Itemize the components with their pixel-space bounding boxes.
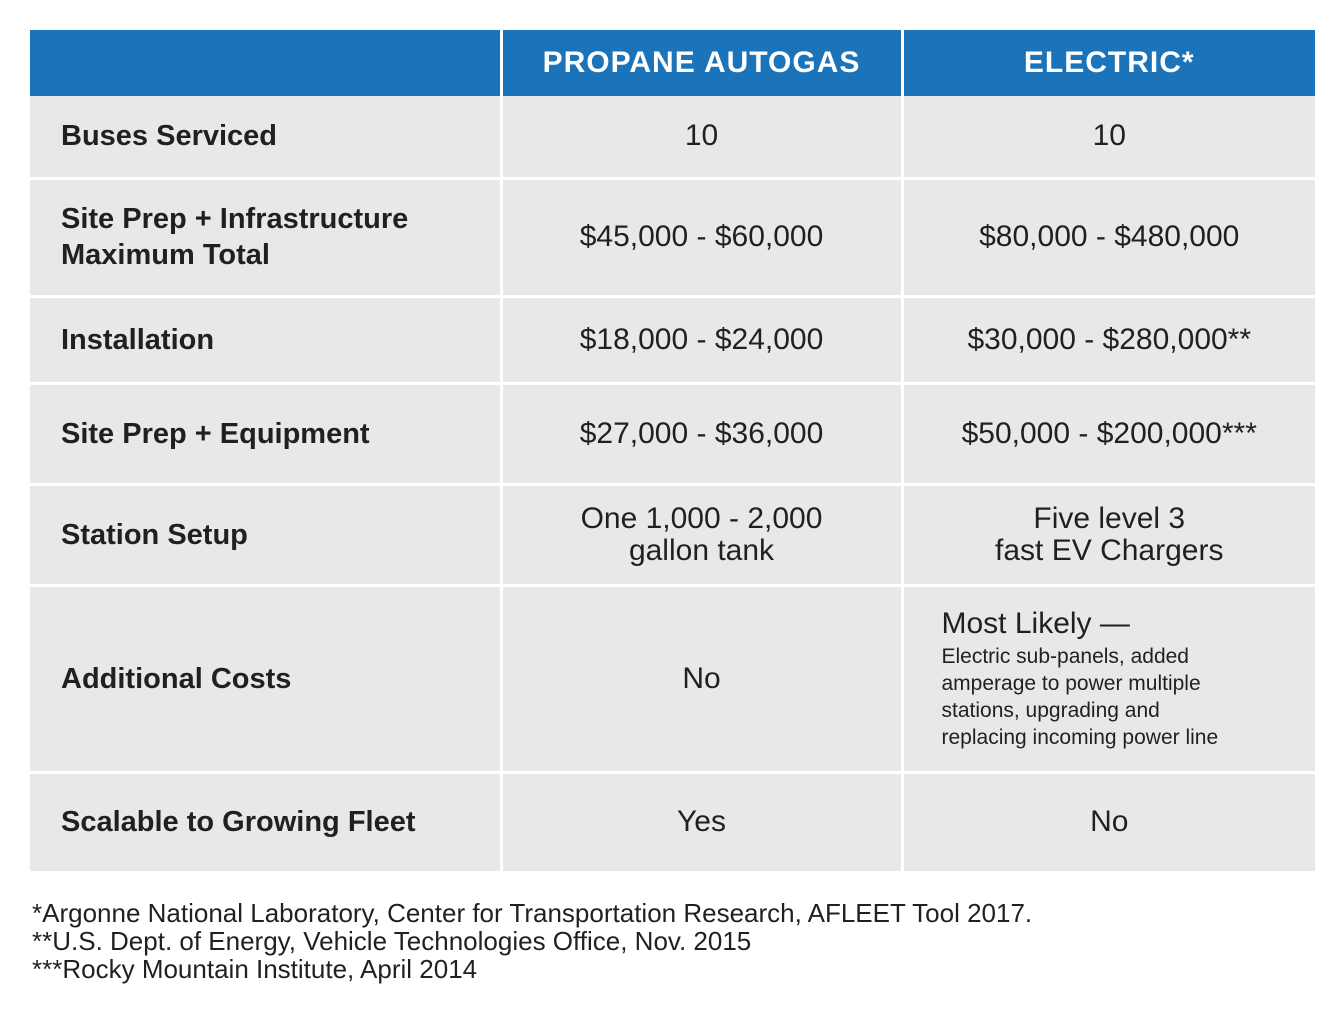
propane-value-line: gallon tank — [628, 533, 775, 567]
propane-value — [501, 585, 902, 772]
additional-costs-detail-line: replacing incoming power line — [941, 725, 1219, 749]
header-propane-autogas: PROPANE AUTOGAS — [501, 30, 902, 96]
header-row — [30, 30, 1315, 96]
most-likely-title: Most Likely — — [941, 606, 1130, 640]
electric-value — [902, 772, 1315, 871]
table-row — [30, 178, 1315, 296]
propane-value-text: Yes — [677, 805, 726, 839]
electric-value — [902, 585, 1315, 772]
electric-value — [902, 96, 1315, 178]
additional-costs-detail-line: amperage to power multiple — [941, 671, 1201, 695]
row-label — [30, 96, 501, 178]
propane-value-text: $18,000 - $24,000 — [579, 322, 824, 356]
table-body — [30, 96, 1315, 871]
row-label-text: Buses Serviced — [61, 120, 278, 153]
propane-value-line: One 1,000 - 2,000 — [580, 501, 823, 535]
propane-value — [501, 296, 902, 383]
footnote-doe: **U.S. Dept. of Energy, Vehicle Technologies Office, Nov. 2015 — [32, 926, 752, 956]
row-label-text: Installation — [61, 323, 215, 356]
electric-value-text: $80,000 - $480,000 — [979, 220, 1240, 253]
footnote-rmi: ***Rocky Mountain Institute, April 2014 — [32, 954, 478, 984]
table-row — [30, 96, 1315, 178]
row-label-line: Maximum Total — [61, 239, 270, 271]
table-row — [30, 772, 1315, 871]
row-label — [30, 296, 501, 383]
table-header — [30, 30, 1315, 96]
electric-value-text: 10 — [1092, 119, 1126, 153]
propane-value-text: No — [682, 661, 721, 695]
header-electric: ELECTRIC* — [902, 30, 1315, 96]
row-label — [30, 484, 501, 585]
electric-value — [902, 383, 1315, 484]
propane-value — [501, 383, 902, 484]
propane-value — [501, 772, 902, 871]
row-label-text: Site Prep + Equipment — [61, 417, 370, 450]
additional-costs-electric-note — [904, 607, 1316, 751]
propane-value-text: $45,000 - $60,000 — [579, 220, 824, 253]
footnotes — [32, 899, 1312, 983]
row-label — [30, 772, 501, 871]
additional-costs-detail-line: stations, upgrading and — [941, 698, 1160, 722]
electric-value-line: fast EV Chargers — [995, 533, 1224, 567]
comparison-table-wrapper — [30, 30, 1315, 871]
electric-value-line: Five level 3 — [1033, 501, 1186, 535]
propane-value — [501, 178, 902, 296]
footnote-argonne: *Argonne National Laboratory, Center for Transportation Research, AFLEET Tool 2017. — [32, 898, 1033, 928]
row-label — [30, 383, 501, 484]
table-row — [30, 296, 1315, 383]
header-blank-cell — [30, 30, 501, 96]
propane-value — [501, 484, 902, 585]
electric-value-text: $50,000 - $200,000*** — [961, 416, 1257, 450]
electric-value — [902, 178, 1315, 296]
table-row — [30, 383, 1315, 484]
electric-value — [902, 484, 1315, 585]
propane-value — [501, 96, 902, 178]
electric-value-text: No — [1090, 805, 1129, 839]
additional-costs-detail — [942, 643, 1316, 751]
row-label-text: Scalable to Growing Fleet — [61, 806, 416, 839]
propane-value-text: 10 — [684, 119, 719, 153]
fueling-cost-comparison-table — [30, 30, 1315, 871]
row-label — [30, 585, 501, 772]
table-row — [30, 484, 1315, 585]
additional-costs-detail-line: Electric sub-panels, added — [941, 644, 1189, 668]
propane-value-text: $27,000 - $36,000 — [579, 416, 824, 450]
row-label-text: Station Setup — [61, 518, 248, 551]
table-row — [30, 585, 1315, 772]
row-label — [30, 178, 501, 296]
row-label-line: Site Prep + Infrastructure — [61, 203, 409, 235]
electric-value-text: $30,000 - $280,000** — [967, 322, 1252, 356]
row-label-text: Additional Costs — [61, 662, 292, 695]
electric-value — [902, 296, 1315, 383]
